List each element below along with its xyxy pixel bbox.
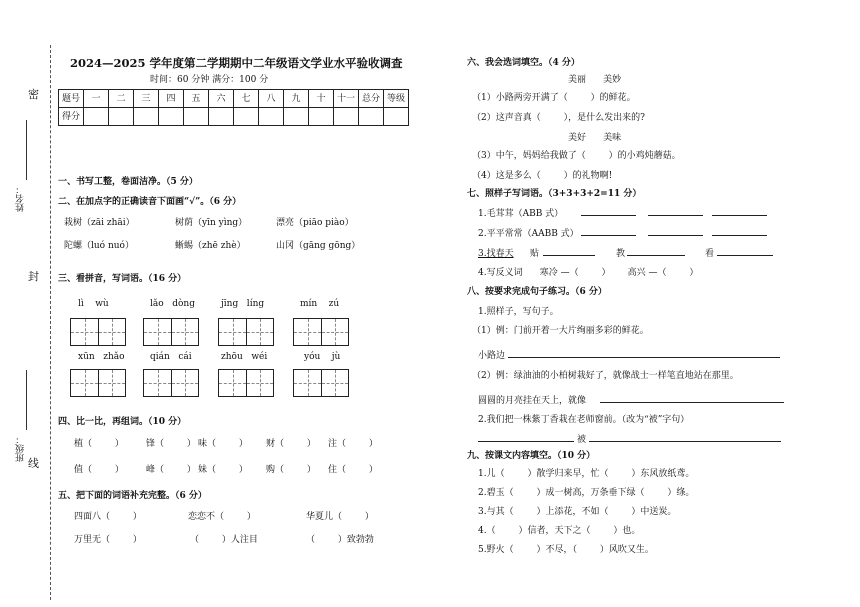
section-9-heading: 九、按课文内容填空。（10 分）	[467, 451, 596, 461]
seal-char-mi: 密	[28, 88, 39, 101]
word-pattern-question: 1.毛茸茸（ABB 式）	[478, 209, 564, 219]
section-2-heading: 二、在加点字的正确读音下面画“√”。（6 分）	[58, 197, 242, 207]
score-table-score-row	[59, 108, 409, 126]
score-cell: 五	[184, 90, 209, 108]
answer-line[interactable]	[543, 245, 595, 256]
score-input-cell[interactable]	[134, 108, 159, 126]
recitation-item[interactable]: 3.与其（ ）上添花，不如（ ）中送炭。	[478, 507, 677, 517]
pinyin-label: lǎo dòng	[150, 299, 195, 309]
section-3-heading: 三、看拼音，写词语。（16 分）	[58, 274, 187, 284]
pattern-prompt: 看	[705, 249, 715, 259]
pinyin-label: yóu jù	[304, 352, 341, 362]
recitation-item[interactable]: 5.野火（ ）不尽，（ ）风吹又生。	[478, 545, 654, 555]
sentence-example: （1）例：门前开着一大片绚丽多彩的鲜花。	[472, 326, 649, 336]
sentence-task: 1.照样子，写句子。	[478, 307, 559, 317]
score-row-label: 得分	[59, 108, 84, 126]
seal-char-xian: 线	[28, 457, 39, 470]
idiom-fill-item[interactable]: 华夏儿（ ）	[306, 512, 374, 522]
compare-word-item[interactable]: 注（ ）	[328, 439, 378, 449]
pinyin-choice-item[interactable]: 陀螺（luó nuó）	[64, 241, 134, 251]
bei-marker: 被	[577, 435, 587, 445]
section-6-heading: 六、我会选词填空。（4 分）	[467, 58, 580, 68]
score-cell: 十一	[334, 90, 359, 108]
score-cell: 总分	[359, 90, 384, 108]
score-input-cell[interactable]	[334, 108, 359, 126]
recitation-item[interactable]: 4.（ ）信者，天下之（ ）也。	[478, 526, 641, 536]
word-choice-options: 美丽 美妙	[568, 75, 622, 85]
writing-grid[interactable]	[293, 318, 349, 346]
score-cell: 一	[84, 90, 109, 108]
writing-grid[interactable]	[293, 369, 349, 397]
writing-grid[interactable]	[70, 318, 126, 346]
class-line[interactable]	[26, 370, 27, 430]
section-5-heading: 五、把下面的词语补充完整。（6 分）	[58, 491, 207, 501]
score-table-header-row	[59, 90, 409, 108]
answer-line[interactable]	[648, 205, 703, 216]
name-line[interactable]	[26, 120, 27, 180]
pinyin-label: zhōu wéi	[221, 352, 268, 362]
recitation-item[interactable]: 2.碧玉（ ）成一树高，万条垂下绿（ ）绦。	[478, 488, 695, 498]
pinyin-label: mín zú	[300, 299, 340, 309]
score-cell: 题号	[59, 90, 84, 108]
pinyin-choice-item[interactable]: 蜥蜴（zhē zhè）	[175, 241, 246, 251]
idiom-fill-item[interactable]: 万里无（ ）	[74, 535, 142, 545]
compare-word-item[interactable]: 购（ ）	[266, 465, 316, 475]
score-cell: 二	[109, 90, 134, 108]
class-label: 班级：	[16, 435, 26, 462]
section-8-heading: 八、按要求完成句子练习。（6 分）	[467, 287, 607, 297]
score-input-cell[interactable]	[184, 108, 209, 126]
compare-word-item[interactable]: 值（ ）	[74, 465, 124, 475]
pinyin-label: qián cái	[150, 352, 192, 362]
idiom-fill-item[interactable]: 恋恋不（ ）	[188, 512, 256, 522]
word-choice-options: 美好 美味	[568, 133, 622, 143]
sentence-task: 2.我们把一株紫丁香栽在老师窗前。（改为“被”字句）	[478, 415, 690, 425]
score-input-cell[interactable]	[384, 108, 409, 126]
idiom-fill-item[interactable]: （ ）人注目	[190, 535, 258, 545]
name-label: 姓名：	[16, 185, 26, 212]
binding-dashed-line	[50, 45, 51, 600]
section-1-heading: 一、书写工整，卷面洁净。（5 分）	[58, 177, 198, 187]
score-cell: 三	[134, 90, 159, 108]
pinyin-label: lì wù	[78, 299, 109, 309]
score-cell: 九	[284, 90, 309, 108]
score-table	[58, 89, 409, 126]
fill-question[interactable]: （3）中午，妈妈给我做了（ ）的小鸡炖蘑菇。	[472, 151, 681, 161]
fill-question[interactable]: （1）小路两旁开满了（ ）的鲜花。	[472, 93, 636, 103]
compare-word-item[interactable]: 锋（ ）	[146, 439, 196, 449]
sentence-example: （2）例：绿油油的小柏树栽好了，就像战士一样笔直地站在那里。	[472, 371, 739, 381]
answer-line[interactable]	[627, 245, 685, 256]
score-cell: 六	[209, 90, 234, 108]
antonym-question[interactable]: 4.写反义词 寒冷 —（ ） 高兴 —（ ）	[478, 268, 699, 278]
answer-line[interactable]	[581, 225, 636, 236]
compare-word-item[interactable]: 住（ ）	[328, 465, 378, 475]
compare-word-item[interactable]: 峰（ ）	[146, 465, 196, 475]
score-input-cell[interactable]	[259, 108, 284, 126]
compare-word-item[interactable]: 植（ ）	[74, 439, 124, 449]
compare-word-item[interactable]: 味（ ）	[198, 439, 248, 449]
exam-subtitle: 时间：60 分钟 满分：100 分	[150, 75, 269, 85]
pinyin-label: jīng líng	[221, 299, 265, 309]
answer-line[interactable]	[589, 431, 781, 442]
idiom-fill-item[interactable]: （ ）致勃勃	[306, 535, 374, 545]
writing-grid[interactable]	[70, 369, 126, 397]
section-4-heading: 四、比一比，再组词。（10 分）	[58, 417, 187, 427]
score-input-cell[interactable]	[234, 108, 259, 126]
pinyin-label: xūn zhǎo	[78, 352, 125, 362]
exam-title: 2024—2025 学年度第二学期期中二年级语文学业水平验收调查	[70, 56, 403, 70]
score-cell: 十	[309, 90, 334, 108]
section-7-heading: 七、照样子写词语。（3+3+3+2=11 分）	[467, 189, 642, 199]
idiom-fill-item[interactable]: 四面八（ ）	[74, 512, 142, 522]
score-cell: 七	[234, 90, 259, 108]
pinyin-choice-item[interactable]: 山冈（gāng gōng）	[276, 241, 361, 251]
answer-line[interactable]	[648, 225, 703, 236]
score-input-cell[interactable]	[359, 108, 384, 126]
pinyin-choice-item[interactable]: 栽树（zāi zhāi）	[64, 218, 135, 228]
answer-line[interactable]	[717, 245, 773, 256]
fill-question[interactable]: （4）这是多么（ ）的礼物啊!	[472, 171, 613, 181]
score-cell: 八	[259, 90, 284, 108]
score-input-cell[interactable]	[159, 108, 184, 126]
sentence-answer-prefix: 小路边	[478, 351, 506, 361]
score-input-cell[interactable]	[284, 108, 309, 126]
score-cell: 等级	[384, 90, 409, 108]
compare-word-item[interactable]: 财（ ）	[266, 439, 316, 449]
recitation-item[interactable]: 1.儿（ ）散学归来早，忙（ ）东风放纸鸢。	[478, 469, 695, 479]
answer-line[interactable]	[581, 205, 636, 216]
score-input-cell[interactable]	[309, 108, 334, 126]
score-input-cell[interactable]	[84, 108, 109, 126]
word-pattern-question: 3.找春天	[478, 249, 514, 259]
pattern-prompt: 贴	[530, 249, 540, 259]
pattern-prompt: 教	[616, 249, 626, 259]
pinyin-choice-item[interactable]: 漂亮（piāo piào）	[276, 218, 354, 228]
answer-line[interactable]	[712, 225, 767, 236]
writing-grid[interactable]	[143, 318, 199, 346]
score-input-cell[interactable]	[209, 108, 234, 126]
writing-grid[interactable]	[218, 318, 274, 346]
pinyin-choice-item[interactable]: 树荫（yīn yìng）	[175, 218, 248, 228]
answer-line[interactable]	[712, 205, 767, 216]
answer-line[interactable]	[600, 392, 784, 403]
writing-grid[interactable]	[143, 369, 199, 397]
answer-line[interactable]	[478, 431, 574, 442]
word-pattern-question: 2.平平常常（AABB 式）	[478, 229, 579, 239]
answer-line[interactable]	[508, 347, 780, 358]
fill-question[interactable]: （2）这声音真（ ），是什么发出来的?	[472, 113, 645, 123]
writing-grid[interactable]	[218, 369, 274, 397]
sentence-answer-prefix: 圆圆的月亮挂在天上，就像	[478, 396, 587, 406]
score-cell: 四	[159, 90, 184, 108]
compare-word-item[interactable]: 妹（ ）	[198, 465, 248, 475]
score-input-cell[interactable]	[109, 108, 134, 126]
seal-char-feng: 封	[28, 270, 39, 283]
